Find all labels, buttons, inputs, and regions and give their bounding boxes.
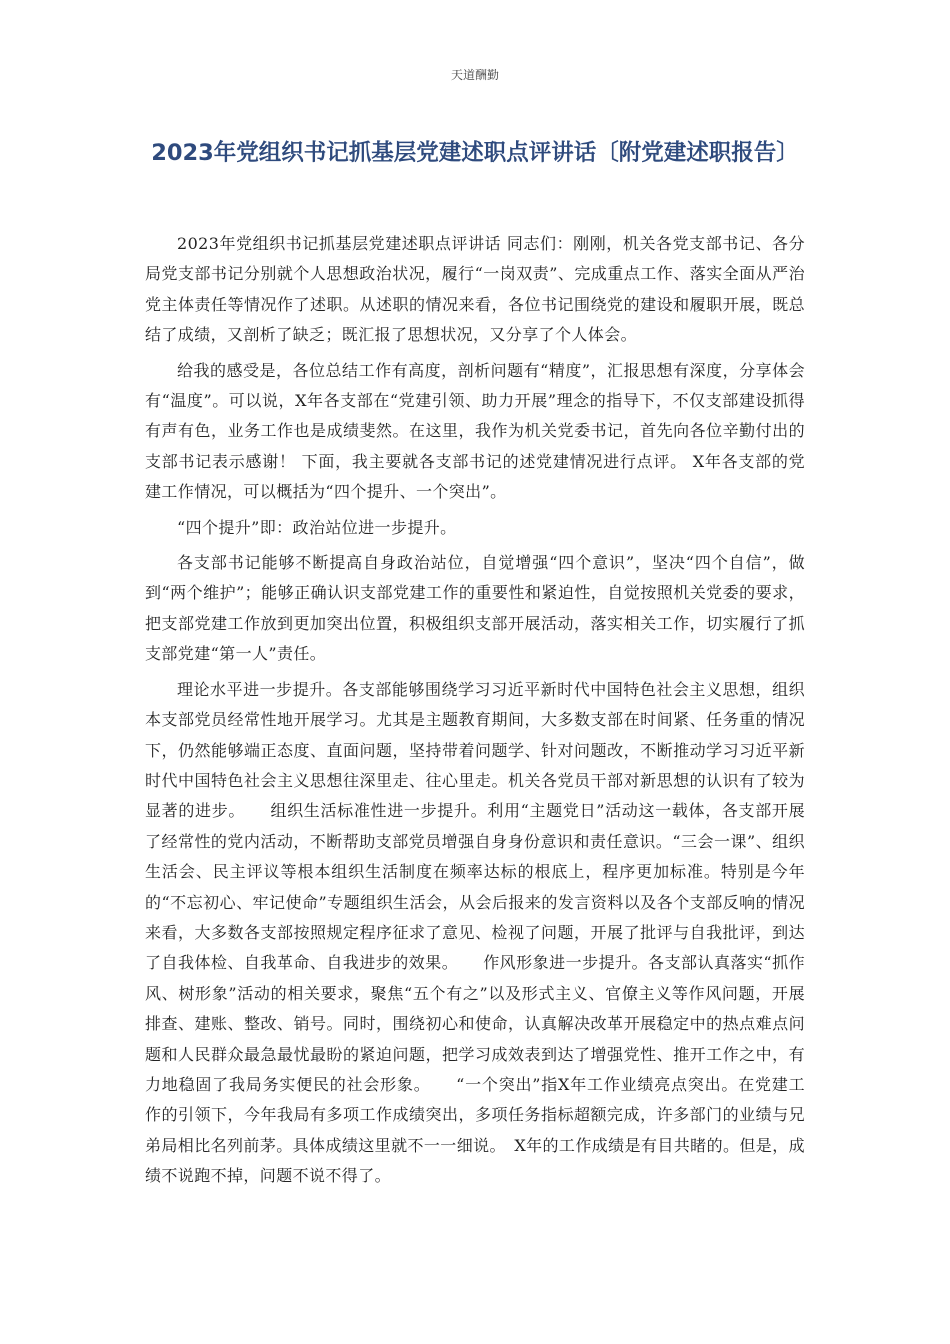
paragraph: 各支部书记能够不断提高自身政治站位，自觉增强“四个意识”，坚决“四个自信”，做到“两个维护”；能够正确认识支部党建工作的重要性和紧迫性，自觉按照机关党委的要求，把支部党建工作放到更加突出位置，积极组织支部开展活动，落实相关工作，切实履行了抓支部党建“第一人”责任。	[145, 553, 805, 664]
page-header: 天道酬勤	[450, 68, 499, 82]
paragraph: 理论水平进一步提升。各支部能够围绕学习习近平新时代中国特色社会主义思想，组织本支部党员经常性地开展学习。尤其是主题教育期间，大多数支部在时间紧、任务重的情况下，仍然能够端正态度、直面问题，坚持带着问题学、针对问题改，不断推动学习习近平新时代中国特色社会主义思想往深里走、往心里走。机关各党员干部对新思想的认识有了较为显著的进步。 组织生活标准性进一步提升。利用“主题党日”活动这一载体，各支部开展了经常性的党内活动，不断帮助支部党员增强自身身份意识和责任意识。“三会一课”、组织生活会、民主评议等根本组织生活制度在频率达标的根底上，程序更加标准。特别是今年的“不忘初心、牢记使命”专题组织生活会，从会后报来的发言资料以及各个支部反响的情况来看，大多数各支部按照规定程序征求了意见、检视了问题，开展了批评与自我批评，到达了自我体检、自我革命、自我进步的效果。 作风形象进一步提升。各支部认真落实“抓作风、树形象”活动的相关要求，聚焦“五个有之”以及形式主义、官僚主义等作风问题，开展排查、建账、整改、销号。同时，围绕初心和使命，认真解决改革开展稳定中的热点难点问题和人民群众最急最忧最盼的紧迫问题，把学习成效表到达了增强党性、推开工作之中，有力地稳固了我局务实便民的社会形象。 “一个突出”指X年工作业绩亮点突出。在党建工作的引领下，今年我局有多项工作成绩突出，多项任务指标超额完成，许多部门的业绩与兄弟局相比名列前茅。具体成绩这里就不一一细说。 X年的工作成绩是有目共睹的。但是，成绩不说跑不掉，问题不说不得了。	[145, 679, 805, 1186]
document-title: 2023年党组织书记抓基层党建述职点评讲话〔附党建述职报告〕	[151, 140, 799, 166]
paragraph: 给我的感受是，各位总结工作有高度，剖析问题有“精度”，汇报思想有深度，分享体会有“温度”。可以说，X年各支部在“党建引领、助力开展”理念的指导下，不仅支部建设抓得有声有色，业务工作也是成绩斐然。在这里，我作为机关党委书记，首先向各位辛勤付出的支部书记表示感谢！ 下面，我主要就各支部书记的述党建情况进行点评。 X年各支部的党建工作情况，可以概括为“四个提升、一个突出”。	[145, 360, 805, 502]
paragraph: 2023年党组织书记抓基层党建述职点评讲话 同志们：刚刚，机关各党支部书记、各分局党支部书记分别就个人思想政治状况，履行“一岗双责”、完成重点工作、落实全面从严治党主体责任等情况作了述职。从述职的情况来看，各位书记围绕党的建设和履职开展，既总结了成绩，又剖析了缺乏；既汇报了思想状况，又分享了个人体会。	[145, 234, 805, 345]
paragraph: “四个提升”即：政治站位进一步提升。	[177, 517, 457, 537]
document-body	[145, 229, 805, 1192]
